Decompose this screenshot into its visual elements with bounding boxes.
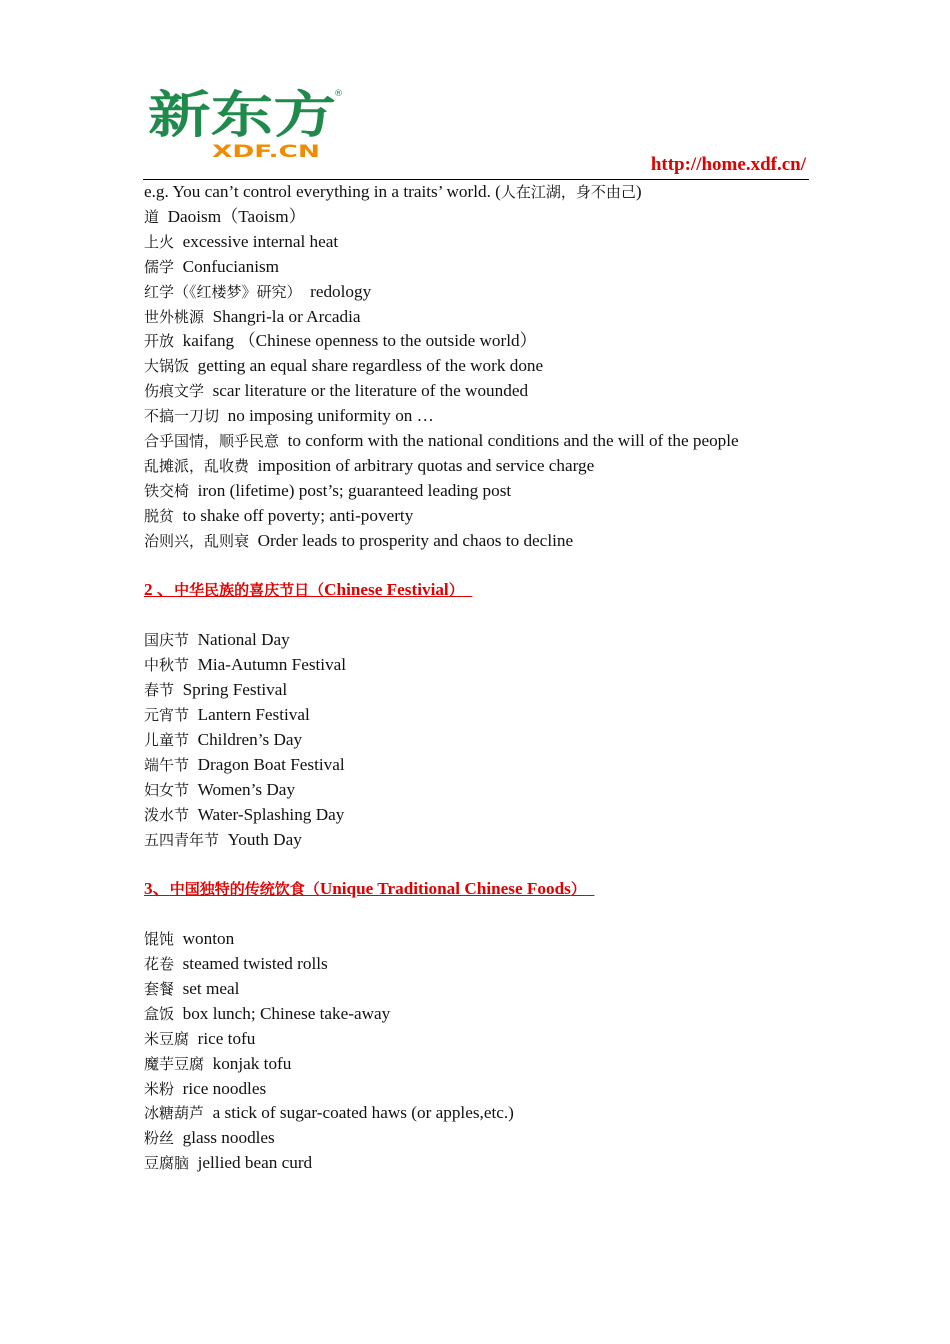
term-entry [144, 454, 808, 479]
header-url-link[interactable]: http://home.xdf.cn/ [650, 154, 806, 175]
logo-sub-text: XDF.CN [212, 142, 320, 162]
term-english: Women’s Day [197, 779, 296, 799]
term-entry [144, 728, 808, 753]
term-chinese: 馄饨 [144, 930, 175, 949]
term-chinese: 套餐 [144, 979, 175, 998]
term-english: a stick of sugar-coated haws (or apples,etc.) [212, 1103, 514, 1123]
term-entry [144, 1126, 808, 1151]
term-list-foods [144, 927, 808, 1176]
term-chinese: 春节 [144, 681, 175, 700]
term-english: kaifang （Chinese openness to the outside world） [182, 331, 537, 351]
term-entry [144, 678, 808, 703]
term-entry [144, 404, 808, 429]
term-entry [144, 1027, 808, 1052]
term-entry [144, 703, 808, 728]
term-entry [144, 379, 808, 404]
term-english: to shake off poverty; anti-poverty [182, 505, 414, 525]
term-entry [144, 952, 808, 977]
term-entry [144, 803, 808, 828]
term-entry [144, 504, 808, 529]
term-chinese: 米粉 [144, 1079, 175, 1098]
intro-example-line: e.g. You can’t control everything in a traits’ world. (人在江湖，身不由己) [144, 182, 642, 201]
term-entry [144, 977, 808, 1002]
term-entry [144, 753, 808, 778]
term-english: rice noodles [182, 1078, 267, 1098]
term-chinese: 元宵节 [144, 706, 190, 724]
term-entry [144, 778, 808, 803]
term-english: box lunch; Chinese take-away [182, 1003, 391, 1023]
term-entry [144, 305, 808, 330]
term-chinese: 米豆腐 [144, 1029, 190, 1048]
term-entry [144, 280, 808, 305]
term-english: imposition of arbitrary quotas and service charge [257, 455, 595, 475]
term-list-festivals [144, 628, 808, 852]
term-chinese: 红学（《红楼梦》研究） [144, 282, 302, 301]
term-entry [144, 329, 808, 354]
term-chinese: 合乎国情，顺乎民意 [144, 432, 280, 451]
spacer [144, 902, 808, 927]
term-english: jellied bean curd [197, 1153, 313, 1173]
term-entry [144, 1052, 808, 1077]
logo-registered-mark: ® [334, 89, 343, 99]
term-english: set meal [182, 978, 240, 998]
term-english: to conform with the national conditions and the will of the people [287, 431, 739, 451]
term-chinese: 开放 [144, 332, 175, 351]
term-english: Dragon Boat Festival [197, 754, 345, 774]
term-english: Children’s Day [197, 729, 303, 749]
term-english: redology [310, 281, 372, 301]
term-english: glass noodles [182, 1128, 275, 1148]
document-body [144, 180, 808, 1176]
spacer [144, 603, 808, 628]
term-entry [144, 1151, 808, 1176]
term-entry [144, 828, 808, 853]
term-entry [144, 255, 808, 280]
term-chinese: 儿童节 [144, 730, 190, 749]
term-chinese: 豆腐脑 [144, 1154, 190, 1173]
term-chinese: 大锅饭 [144, 357, 190, 376]
term-chinese: 端午节 [144, 755, 190, 774]
term-entry [144, 205, 808, 230]
term-chinese: 道 [144, 207, 160, 226]
section-heading-festivals: 2 、中华民族的喜庆节日（Chinese Festivial） [144, 580, 464, 600]
spacer [144, 852, 808, 877]
term-chinese: 花卷 [144, 955, 175, 974]
term-english: iron (lifetime) post’s; guaranteed leading post [197, 480, 512, 500]
term-entry [144, 927, 808, 952]
term-entry [144, 429, 808, 454]
term-english: Mia-Autumn Festival [197, 655, 347, 675]
term-entry [144, 354, 808, 379]
term-chinese: 不搞一刀切 [144, 407, 220, 426]
term-english: rice tofu [197, 1028, 256, 1048]
term-entry [144, 1101, 808, 1126]
logo-chinese-text: 新东方 [148, 86, 336, 144]
term-chinese: 脱贫 [144, 506, 175, 525]
term-chinese: 治则兴，乱则衰 [144, 531, 250, 550]
term-chinese: 伤痕文学 [144, 382, 205, 401]
term-entry [144, 628, 808, 653]
term-chinese: 冰糖葫芦 [144, 1104, 205, 1123]
term-english: Confucianism [182, 256, 280, 276]
term-english: wonton [182, 929, 235, 949]
term-chinese: 上火 [144, 232, 175, 251]
term-entry [144, 653, 808, 678]
term-english: Lantern Festival [197, 705, 310, 724]
term-list-general [144, 205, 808, 554]
term-entry [144, 1077, 808, 1102]
term-chinese: 盒饭 [144, 1004, 175, 1023]
term-chinese: 妇女节 [144, 780, 190, 799]
term-chinese: 魔芋豆腐 [144, 1054, 205, 1073]
term-entry [144, 479, 808, 504]
term-chinese: 泼水节 [144, 805, 190, 824]
xdf-logo [148, 82, 348, 162]
term-english: no imposing uniformity on … [227, 406, 434, 426]
term-chinese: 中秋节 [144, 656, 190, 675]
term-chinese: 五四青年节 [144, 830, 220, 849]
term-entry [144, 1002, 808, 1027]
term-chinese: 乱摊派，乱收费 [144, 456, 250, 475]
term-english: Shangri-la or Arcadia [212, 306, 361, 326]
term-entry [144, 529, 808, 554]
term-english: konjak tofu [212, 1053, 292, 1073]
term-english: scar literature or the literature of the wounded [212, 381, 529, 401]
term-english: excessive internal heat [182, 231, 339, 251]
term-entry [144, 230, 808, 255]
term-chinese: 世外桃源 [144, 307, 205, 326]
term-english: Order leads to prosperity and chaos to decline [257, 530, 574, 550]
term-chinese: 粉丝 [144, 1129, 175, 1148]
spacer [144, 554, 808, 579]
term-english: Water-Splashing Day [197, 804, 345, 824]
section-heading-foods: 3、中国独特的传统饮食（Unique Traditional Chinese Foods） [144, 879, 586, 899]
term-english: getting an equal share regardless of the work done [197, 356, 544, 376]
term-chinese: 儒学 [144, 257, 175, 276]
term-english: Spring Festival [182, 680, 288, 700]
term-chinese: 铁交椅 [144, 481, 190, 500]
term-chinese: 国庆节 [144, 631, 190, 650]
term-english: Daoism（Taoism） [167, 206, 306, 226]
term-english: National Day [197, 630, 290, 650]
term-english: steamed twisted rolls [182, 954, 328, 974]
term-english: Youth Day [227, 829, 302, 849]
